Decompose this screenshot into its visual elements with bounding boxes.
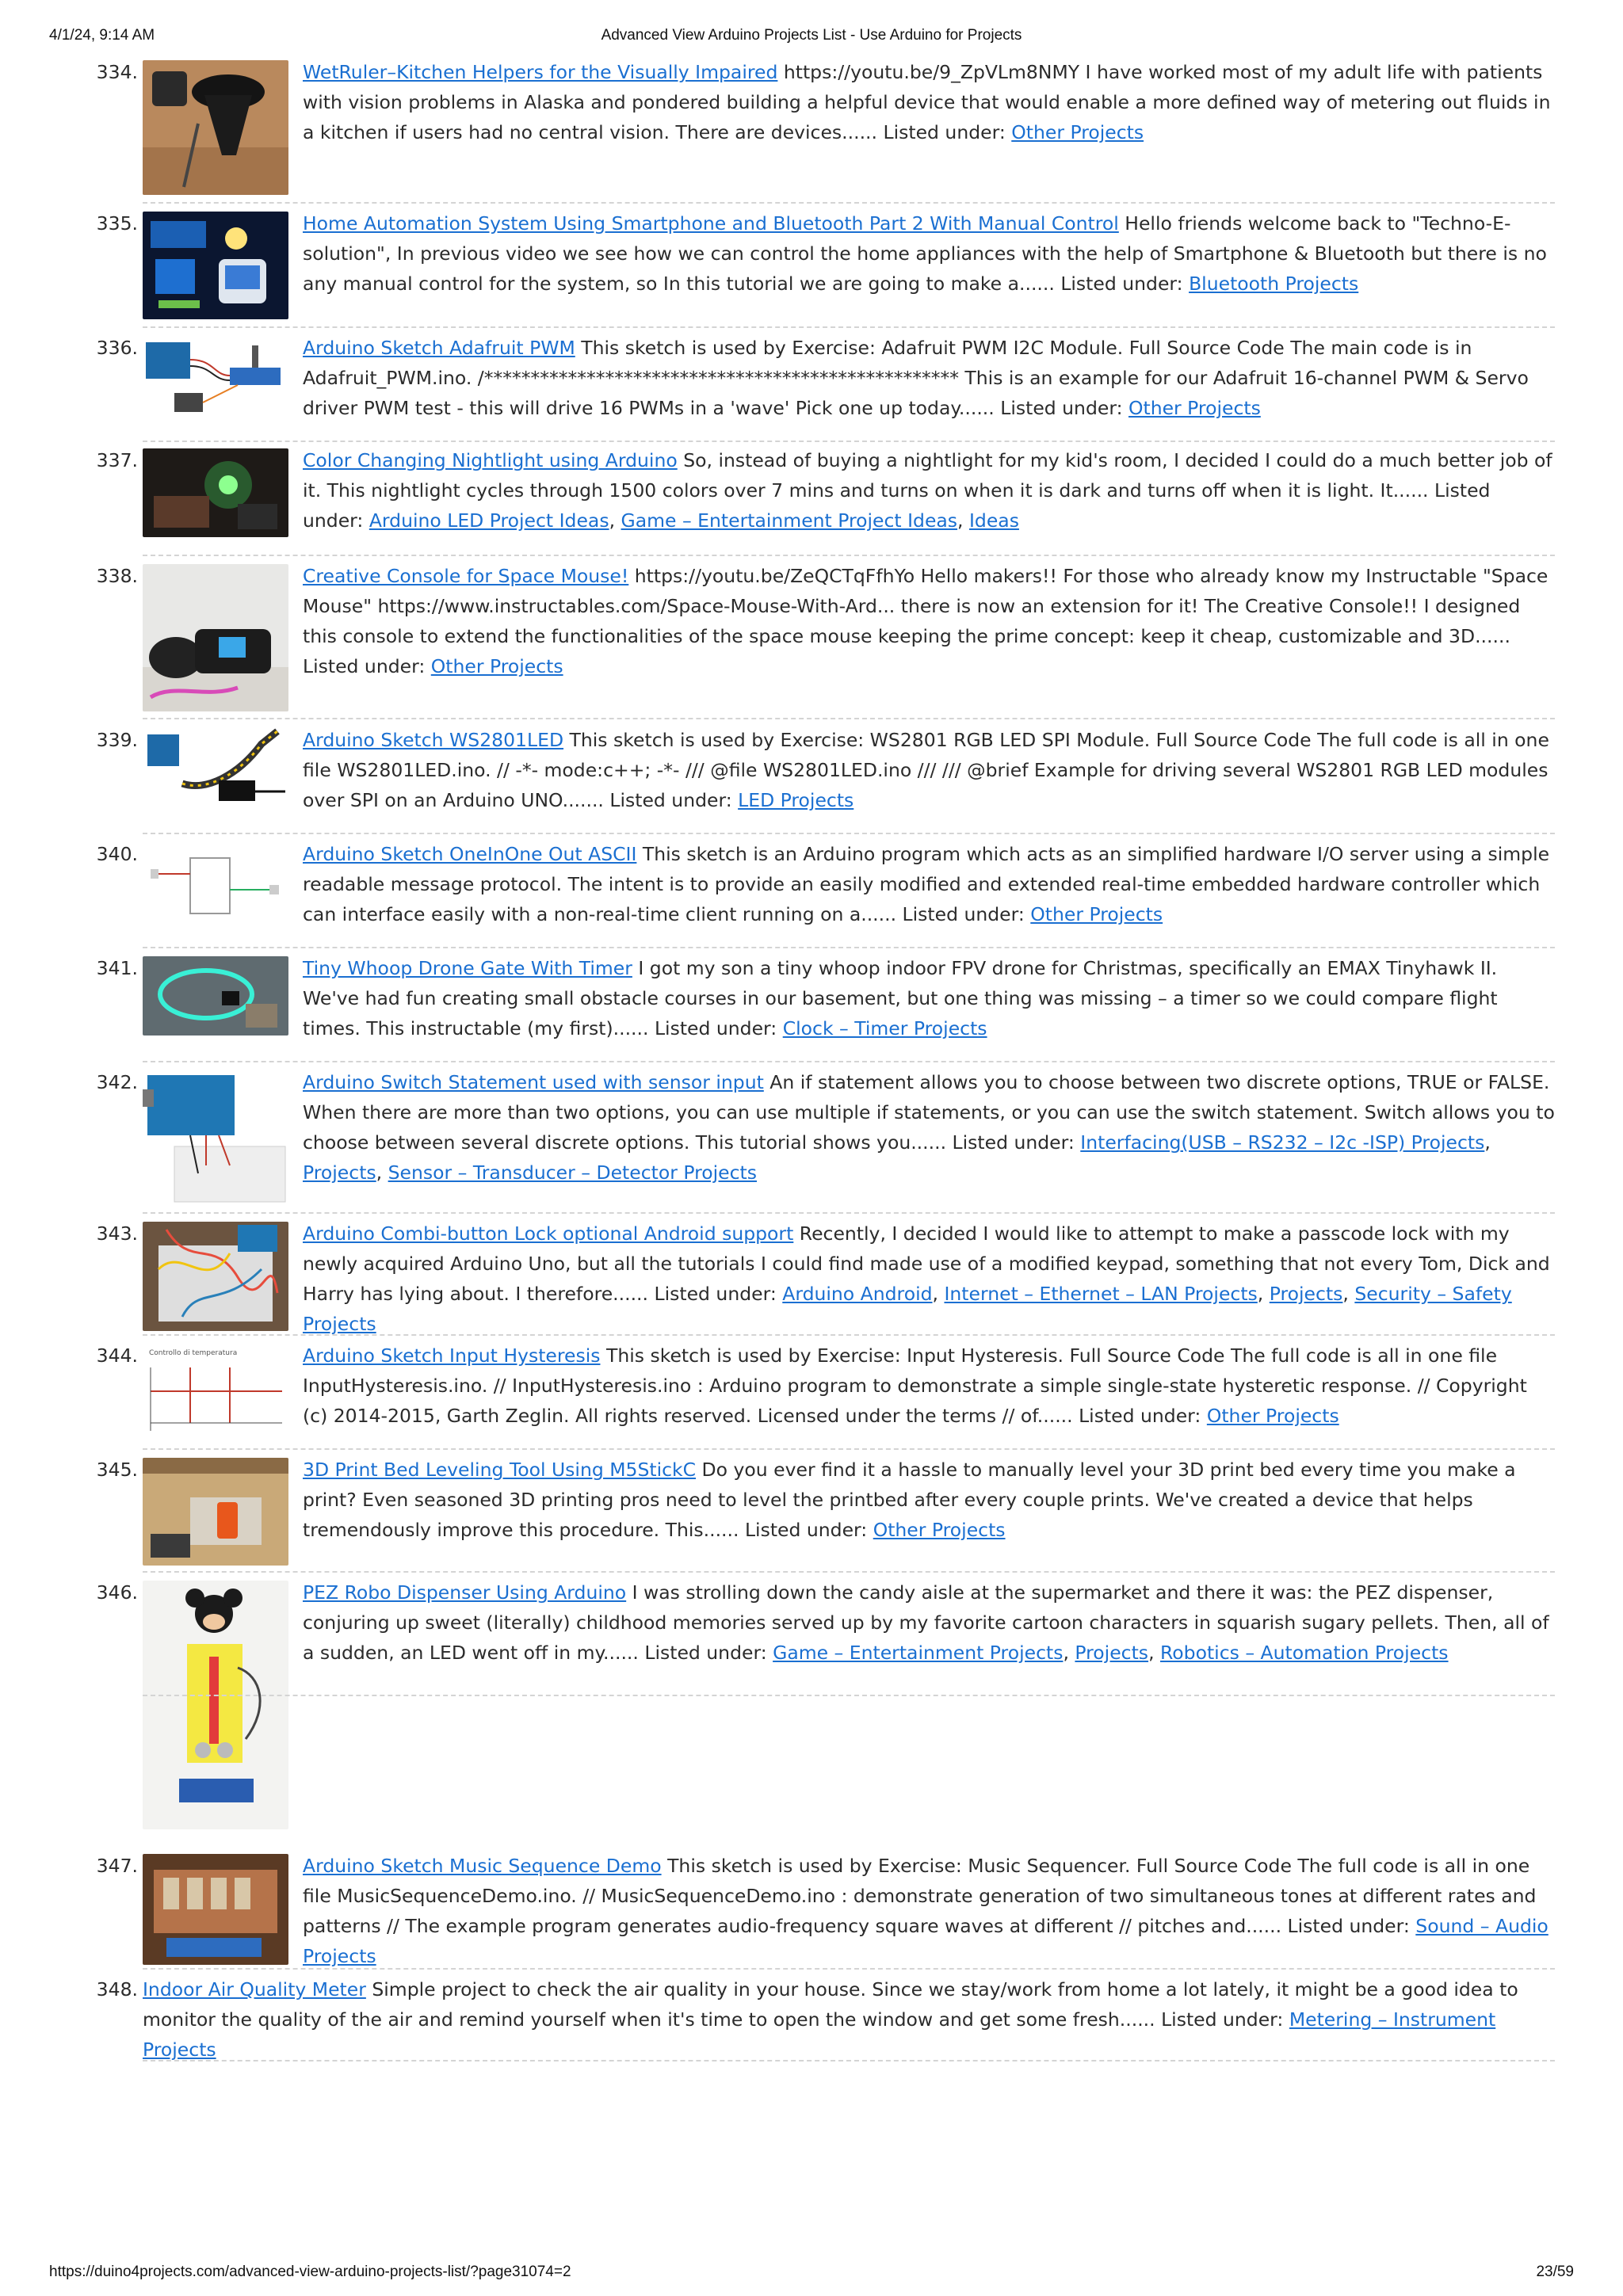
project-description: Recently, I decided I would like to attempt to make a passcode lock with my newly acquired Arduino Uno, but all the tutorials I could find made use of a modified keypad, something that not every Tom, Dick and Harry has lying about. I therefore...... <box>303 1222 1550 1305</box>
project-title-link[interactable]: Arduino Sketch OneInOne Out ASCII <box>303 843 637 865</box>
project-description: This sketch is used by Exercise: Adafruit PWM I2C Module. Full Source Code The main code is in Adafruit_PWM.ino. /*************************************************** This is an example for our Adafruit 16-channel PWM & Servo driver PWM test - this will drive 16 PWMs in a 'wave' Pick one up today...... <box>303 337 1529 419</box>
project-description: https://youtu.be/9_ZpVLm8NMY I have worked most of my adult life with patients with vision problems in Alaska and pondered building a helpful device that would enable a more defined way of metering out fluids in a kitchen if users had no central vision. There are devices...... <box>303 61 1551 143</box>
separator <box>143 833 1555 834</box>
separator <box>143 1571 1555 1573</box>
category-link[interactable]: Bluetooth Projects <box>1189 273 1359 295</box>
project-description: An if statement allows you to choose between two discrete options, TRUE or FALSE. When there are more than two options, you can use multiple if statements, or you can use the switch statement. Switch allows you to choose between several discrete options. This tutorial shows you...... <box>303 1071 1555 1154</box>
category-link[interactable]: Arduino LED Project Ideas <box>369 509 609 532</box>
project-description: So, instead of buying a nightlight for my kid's room, I decided I could do a much better job of it. This nightlight cycles through 1500 colors over 7 mins and turns on when it is dark and turns off when it is light. It...... <box>303 449 1552 502</box>
item-thumbnail[interactable] <box>143 1458 288 1566</box>
project-description: This sketch is used by Exercise: WS2801 RGB LED SPI Module. Full Source Code The full code is all in one file WS2801LED.ino. // -*- mode:c++; -*- /// @file WS2801LED.ino /// /// @brief Example for driving several WS2801 RGB LED modules over SPI on an Arduino UNO....... <box>303 729 1549 811</box>
project-title-link[interactable]: Indoor Air Quality Meter <box>143 1978 366 2000</box>
print-page-title: Advanced View Arduino Projects List - Use Arduino for Projects <box>601 27 1022 44</box>
category-link[interactable]: Other Projects <box>873 1519 1006 1541</box>
listed-under-label: Listed under: <box>744 1519 868 1541</box>
item-text: Arduino Switch Statement used with sensor input An if statement allows you to choose between two discrete options, TRUE or FALSE. When there are more than two options, you can use multiple if statements, or you can use the switch statement. Switch allows you to choose between several discrete options. This tutorial shows you...... Listed under: Interfacing(USB – RS232 – I2c -ISP) Projects, Projects, Sensor – Transducer – Detector Projects <box>303 1071 1555 1184</box>
item-thumbnail[interactable] <box>143 564 288 711</box>
separator <box>143 441 1555 442</box>
print-url: https://duino4projects.com/advanced-view-arduino-projects-list/?page31074=2 <box>49 2264 571 2280</box>
project-title-link[interactable]: Arduino Sketch Input Hysteresis <box>303 1344 601 1367</box>
project-description: I was strolling down the candy aisle at the supermarket and there it was: the PEZ dispenser, conjuring up sweet (literally) childhood memories served up by my favorite cartoon characters in squarish sugary pellets. Then, all of a sudden, an LED went off in my...... <box>303 1581 1549 1664</box>
separator <box>143 1968 1555 1970</box>
item-thumbnail[interactable] <box>143 336 288 423</box>
project-title-link[interactable]: Arduino Sketch Music Sequence Demo <box>303 1855 662 1877</box>
category-link[interactable]: Game – Entertainment Project Ideas <box>621 509 958 532</box>
item-thumbnail[interactable] <box>143 212 288 319</box>
thumbnail-caption: Controllo di temperatura <box>149 1349 238 1357</box>
item-thumbnail[interactable] <box>143 60 288 195</box>
item-number: 334. <box>96 61 138 83</box>
separator <box>143 1334 1555 1336</box>
project-title-link[interactable]: Arduino Switch Statement used with sensor input <box>303 1071 764 1093</box>
listed-under-label: Listed under: <box>1000 397 1123 419</box>
category-link[interactable]: Ideas <box>969 509 1019 532</box>
listed-under-label: Listed under: <box>902 903 1025 925</box>
item-number: 346. <box>96 1581 138 1604</box>
category-link[interactable]: Game – Entertainment Projects <box>773 1642 1064 1664</box>
listed-under-label: Listed under: <box>654 1017 777 1039</box>
category-link[interactable]: Projects <box>303 1161 376 1184</box>
item-thumbnail[interactable] <box>143 842 288 929</box>
project-description: https://youtu.be/ZeQCTqFfhYo Hello makers!! For those who already know my Instructable "Space Mouse" https://www.instructables.com/Space-Mouse-With-Ard... there is now an extension for it! The Creative Console!! I designed this console to extend the functionalities of the space mouse keeping the prime concept: keep it cheap, customizable and 3D...... <box>303 565 1549 647</box>
category-link[interactable]: Projects <box>1269 1283 1343 1305</box>
category-link[interactable]: Metering – Instrument Projects <box>143 2008 1496 2061</box>
item-text: Color Changing Nightlight using Arduino So, instead of buying a nightlight for my kid's room, I decided I could do a much better job of it. This nightlight cycles through 1500 colors over 7 mins and turns on when it is dark and turns off when it is light. It...... Listed under: Arduino LED Project Ideas, Game – Entertainment Project Ideas, Ideas <box>303 449 1552 532</box>
project-description: This sketch is an Arduino program which acts as an simplified hardware I/O server using a simple readable message protocol. The intent is to provide an easily modified and extended real-time embedded hardware controller which can interface easily with a non-real-time client running on a...... <box>303 843 1550 925</box>
item-text <box>303 1341 1555 1431</box>
category-link[interactable]: Sound – Audio Projects <box>303 1915 1549 1967</box>
category-link[interactable]: LED Projects <box>738 789 854 811</box>
item-thumbnail[interactable] <box>143 1070 288 1207</box>
separator <box>143 1061 1555 1062</box>
listed-under-label: Listed under: <box>883 121 1006 143</box>
separator <box>143 1212 1555 1214</box>
item-text <box>303 208 1555 299</box>
item-thumbnail[interactable] <box>143 1344 288 1439</box>
separator <box>143 947 1555 948</box>
item-number: 337. <box>96 449 138 471</box>
category-link[interactable]: Other Projects <box>430 655 563 677</box>
item-text <box>303 333 1555 423</box>
item-text <box>303 1851 1555 1971</box>
separator <box>143 202 1555 204</box>
category-link[interactable]: Security – Safety Projects <box>303 1283 1512 1335</box>
item-thumbnail[interactable] <box>143 956 288 1035</box>
category-link[interactable]: Projects <box>1075 1642 1149 1664</box>
project-title-link[interactable]: Color Changing Nightlight using Arduino <box>303 449 678 471</box>
item-text <box>143 1974 1555 2065</box>
item-thumbnail[interactable] <box>143 1222 288 1331</box>
item-text <box>303 953 1555 1043</box>
item-number: 343. <box>96 1222 138 1245</box>
separator <box>143 555 1555 556</box>
project-title-link[interactable]: Arduino Sketch Adafruit PWM <box>303 337 575 359</box>
item-number: 339. <box>96 729 138 751</box>
project-description: This sketch is used by Exercise: Input Hysteresis. Full Source Code The full code is all in one file InputHysteresis.ino. // InputHysteresis.ino : Arduino program to demonstrate a simple single-state hysteretic response. // Copyright (c) 2014-2015, Garth Zeglin. All rights reserved. Licensed under the terms // of...... <box>303 1344 1527 1427</box>
item-number: 340. <box>96 843 138 865</box>
separator <box>143 718 1555 719</box>
item-number: 342. <box>96 1071 138 1093</box>
item-thumbnail[interactable] <box>143 728 288 817</box>
item-number: 335. <box>96 212 138 235</box>
project-title-link[interactable]: WetRuler–Kitchen Helpers for the Visually Impaired <box>303 61 778 83</box>
listed-under-label: Listed under: <box>952 1131 1075 1154</box>
category-link[interactable]: Sensor – Transducer – Detector Projects <box>388 1161 758 1184</box>
listed-under-label: Listed under: <box>303 479 1491 532</box>
category-link[interactable]: Interfacing(USB – RS232 – I2c -ISP) Projects <box>1080 1131 1485 1154</box>
project-description: Hello friends welcome back to "Techno-E-solution", In previous video we see how we can control the home appliances with the help of Smartphone & Bluetooth but there is no any manual control for the system, so In this tutorial we are going to make a...... <box>303 212 1547 295</box>
listed-under-label: Listed under: <box>644 1642 767 1664</box>
category-link[interactable]: Internet – Ethernet – LAN Projects <box>944 1283 1258 1305</box>
listed-under-label: Listed under: <box>1060 273 1183 295</box>
category-link[interactable]: Other Projects <box>1128 397 1261 419</box>
project-title-link[interactable]: Arduino Combi-button Lock optional Android support <box>303 1222 794 1245</box>
item-text <box>303 57 1555 147</box>
separator <box>143 1448 1555 1450</box>
project-title-link[interactable]: Tiny Whoop Drone Gate With Timer <box>303 957 632 979</box>
print-footer <box>49 2264 1574 2287</box>
project-description: Do you ever find it a hassle to manually level your 3D print bed every time you make a print? Even seasoned 3D printing pros need to level the printbed after every couple prints. We've created a device that helps tremendously improve this procedure. This...... <box>303 1459 1516 1541</box>
separator <box>143 1695 1555 1696</box>
item-number: 338. <box>96 565 138 587</box>
category-link[interactable]: Other Projects <box>1030 903 1163 925</box>
listed-under-label: Listed under: <box>654 1283 777 1305</box>
listed-under-label: Listed under: <box>303 655 426 677</box>
page-counter: 23/59 <box>1536 2264 1574 2280</box>
item-number: 348. <box>96 1978 138 2000</box>
item-number: 345. <box>96 1459 138 1481</box>
item-text <box>303 1455 1555 1545</box>
item-number: 341. <box>96 957 138 979</box>
listed-under-label: Listed under: <box>609 789 732 811</box>
category-link[interactable]: Other Projects <box>1011 121 1144 143</box>
item-text <box>303 561 1555 681</box>
project-title-link[interactable]: Home Automation System Using Smartphone and Bluetooth Part 2 With Manual Control <box>303 212 1119 235</box>
item-thumbnail[interactable] <box>143 1854 288 1965</box>
listed-under-label: Listed under: <box>1287 1915 1410 1937</box>
item-number: 344. <box>96 1344 138 1367</box>
listed-under-label: Listed under: <box>1161 2008 1284 2031</box>
separator <box>143 326 1555 328</box>
listed-under-label: Listed under: <box>1079 1405 1201 1427</box>
category-link[interactable]: Robotics – Automation Projects <box>1160 1642 1449 1664</box>
category-link[interactable]: Other Projects <box>1206 1405 1339 1427</box>
print-header <box>49 27 1574 51</box>
item-number: 336. <box>96 337 138 359</box>
project-description: This sketch is used by Exercise: Music Sequencer. Full Source Code The full code is all in one file MusicSequenceDemo.ino. // MusicSequenceDemo.ino : demonstrate generation of two simultaneous tones at different rates and patterns // The example program generates audio-frequency square waves at different // pitches and...... <box>303 1855 1537 1937</box>
item-text: Arduino Combi-button Lock optional Android support Recently, I decided I would like to attempt to make a passcode lock with my newly acquired Arduino Uno, but all the tutorials I could find made use of a modified keypad, something that not every Tom, Dick and Harry has lying about. I therefore...... Listed under: Arduino Android, Internet – Ethernet – LAN Projects, Projects, Security – Safety Projects <box>303 1222 1550 1335</box>
project-title-link[interactable]: PEZ Robo Dispenser Using Arduino <box>303 1581 627 1604</box>
project-description: I got my son a tiny whoop indoor FPV drone for Christmas, specifically an EMAX Tinyhawk II. We've had fun creating small obstacle courses in our basement, but one thing was missing – a timer so we could compare flight times. This instructable (my first)...... <box>303 957 1498 1039</box>
project-title-link[interactable]: 3D Print Bed Leveling Tool Using M5StickC <box>303 1459 697 1481</box>
print-datetime: 4/1/24, 9:14 AM <box>49 27 155 44</box>
project-description: Simple project to check the air quality in your house. Since we stay/work from home a lot lately, it might be a good idea to monitor the quality of the air and remind yourself when it's time to open the window and get some fresh...... <box>143 1978 1518 2031</box>
item-thumbnail[interactable] <box>143 1581 288 1829</box>
separator <box>143 2060 1555 2061</box>
project-title-link[interactable]: Arduino Sketch WS2801LED <box>303 729 564 751</box>
item-text: PEZ Robo Dispenser Using Arduino I was strolling down the candy aisle at the supermarket and there it was: the PEZ dispenser, conjuring up sweet (literally) childhood memories served up by my favorite cartoon characters in squarish sugary pellets. Then, all of a sudden, an LED went off in my...... Listed under: Game – Entertainment Projects, Projects, Robotics – Automation Projects <box>303 1581 1549 1664</box>
item-text <box>303 839 1555 929</box>
item-thumbnail[interactable] <box>143 448 288 537</box>
item-text <box>303 725 1555 815</box>
category-link[interactable]: Clock – Timer Projects <box>782 1017 987 1039</box>
category-link[interactable]: Arduino Android <box>782 1283 933 1305</box>
item-number: 347. <box>96 1855 138 1877</box>
project-title-link[interactable]: Creative Console for Space Mouse! <box>303 565 629 587</box>
